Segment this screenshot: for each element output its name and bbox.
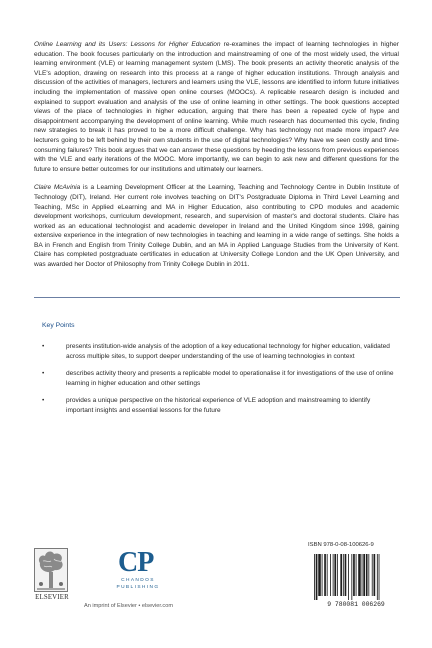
chandos-publishing-wordmark — [112, 578, 164, 591]
barcode-bar — [353, 554, 355, 596]
barcode-bar — [368, 554, 369, 596]
author-bio-text: is a Learning Development Officer at the Learning, Teaching and Technology Centre in Dublin Institute of Technology (DIT), Ireland. Her current role involves teaching on DIT's Postgraduate Diploma in Third Level Learning and Teaching, MSc in Applied eLearning and MA in Higher Education, also contributing to CPD modules and academic development workshops, curriculum development, research, and supervision of master's and doctoral students. Claire has worked as an educational technologist and academic developer in Ireland and the United Kingdom since 1998, gaining extensive experience in the integration of new technologies in teaching and learning in a wide range of settings. She holds a BA in French and English from Trinity College Dublin, and an MA in Applied Language Studies from the University of Kent. Claire has completed postgraduate certificates in education at University College London and the UK Open University, and was awarded her Doctor of Philosophy from Trinity College Dublin in 2011. — [34, 184, 399, 269]
barcode-bar — [316, 554, 318, 600]
bullet-icon: • — [42, 397, 45, 405]
key-point-item — [42, 369, 394, 388]
cover-copy — [34, 40, 399, 270]
key-point-text: presents institution-wide analysis of the adoption of a key educational technology for higher education, validated across multiple sites, to support deeper understanding of the use of learning technologies in context — [66, 343, 390, 360]
barcode-bar — [340, 554, 342, 596]
chandos-cp-logo: CP — [118, 547, 154, 578]
barcode-bar — [377, 554, 378, 600]
bullet-icon: • — [42, 370, 45, 378]
key-point-item — [42, 342, 394, 361]
book-description — [34, 40, 399, 174]
barcode-bar — [372, 554, 373, 596]
barcode-bar — [343, 554, 344, 596]
barcode-bar — [322, 554, 323, 596]
author-bio — [34, 183, 399, 269]
elsevier-tree-logo-icon — [34, 548, 68, 592]
barcode-bar — [351, 554, 352, 600]
section-divider — [34, 297, 400, 298]
chandos-line-1: CHANDOS — [121, 578, 155, 583]
key-points-list — [42, 342, 394, 424]
barcode-bar — [363, 554, 365, 596]
barcode-bar — [366, 554, 368, 596]
barcode-bar — [348, 554, 349, 600]
elsevier-wordmark: ELSEVIER — [35, 594, 69, 601]
key-point-item — [42, 396, 394, 415]
barcode-bar — [362, 554, 363, 596]
barcode-bar — [337, 554, 338, 596]
barcode-bar — [345, 554, 347, 596]
barcode-bar — [324, 554, 326, 596]
barcode-bar — [330, 554, 331, 596]
author-name-italic: Claire McAvinia — [34, 184, 81, 192]
barcode-bar — [358, 554, 361, 596]
barcode-bar — [374, 554, 376, 596]
barcode-digits: 9 780081 006269 — [327, 601, 385, 608]
book-title-italic: Online Learning and its Users: Lessons for Higher Education — [34, 41, 221, 48]
key-points-heading: Key Points — [42, 322, 75, 329]
imprint-line: An imprint of Elsevier • elsevier.com — [84, 603, 174, 609]
chandos-line-2: PUBLISHING — [116, 584, 160, 590]
barcode-bar — [334, 554, 336, 596]
barcode-bar — [333, 554, 334, 596]
book-description-text: re-examines the impact of learning technologies in higher education. The book focuses particularly on the introduction and mainstreaming of one of the most widely used, the virtual learning environment (VLE) or learning management system (LMS). The book presents an activity theoretic analysis of the VLE's adoption, drawing on research into this process at a range of higher education institutions. Through analysis and discussion of the activities of managers, lecturers and learners using the VLE, lessons are identified to inform future initiatives including the implementation of massive open online courses (MOOCs). A replicable research design is included and explained to support evaluation and analysis of the use of online learning in other settings. The book questions accepted views of the place of technologies in higher education, arguing that there has been a repeated cycle of hype and disappointment accompanying the development of online learning. While much research has documented this cycle, finding new strategies to break it has proved to be a more difficult challenge. Why has technology not made more impact? Are lecturers going to be left behind by their own students in the use of digital technologies? Why have we seen costly and time-consuming failures? This book argues that we can answer these questions by heeding the lessons from previous experiences with the VLE and early iterations of the MOOC. More importantly, we can begin to ask new and different questions for the future to ensure better outcomes for our institutions and ultimately our learners. — [34, 41, 399, 173]
isbn-label: ISBN 978-0-08-100626-9 — [308, 542, 374, 548]
bullet-icon: • — [42, 343, 45, 350]
barcode-bar — [356, 554, 357, 596]
barcode-bar — [379, 554, 380, 600]
barcode-bar — [318, 554, 321, 596]
barcode-bar — [327, 554, 328, 596]
barcode-bar — [314, 554, 315, 600]
key-point-text: provides a unique perspective on the historical experience of VLE adoption and mainstreaming to identify important insights and essential lessons for the future — [66, 397, 371, 414]
key-point-text: describes activity theory and presents a replicable model to operationalise it for investigations of the use of online learning in higher education and other settings — [66, 370, 394, 387]
isbn-barcode — [308, 552, 404, 608]
